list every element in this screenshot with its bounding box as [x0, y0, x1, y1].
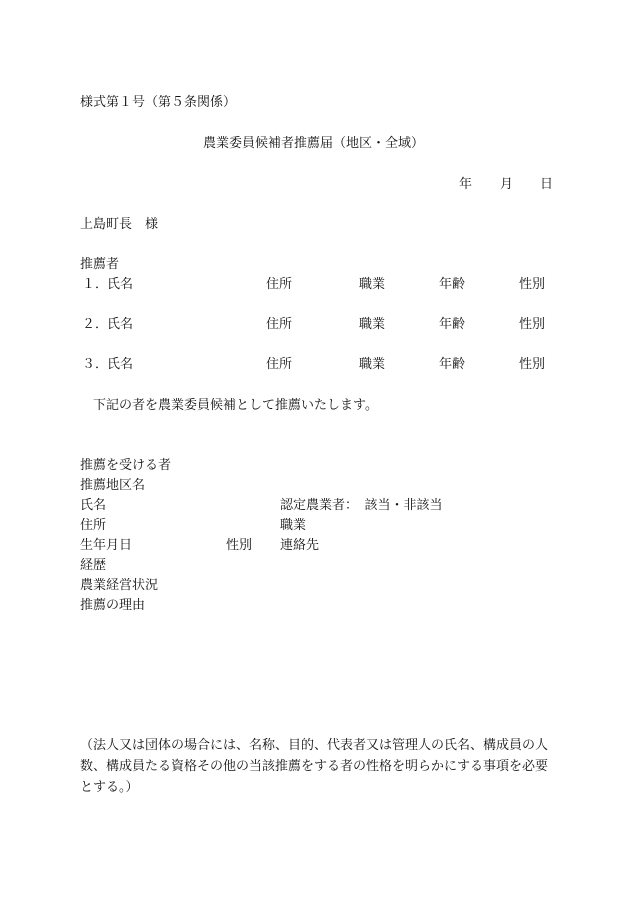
age-label: 年齢 [439, 357, 466, 372]
candidate-sex-label: 性別 [226, 538, 253, 553]
candidate-job-label: 職業 [280, 518, 307, 533]
district-label: 推薦地区名 [80, 478, 146, 493]
date-day: 日 [540, 177, 554, 192]
name-label: 氏名 [107, 357, 134, 372]
candidate-name-label: 氏名 [80, 498, 107, 513]
candidate-address-label: 住所 [80, 518, 107, 533]
career-label: 経歴 [80, 558, 107, 573]
address-label: 住所 [266, 357, 293, 372]
dob-label: 生年月日 [80, 538, 133, 553]
document-title: 農業委員候補者推薦届（地区・全域） [203, 136, 425, 151]
sex-label: 性別 [519, 277, 546, 292]
farm-status-label: 農業経営状況 [80, 578, 159, 593]
form-label: 様式第１号（第５条関係） [80, 95, 237, 110]
recommenders-heading: 推薦者 [80, 257, 120, 272]
age-label: 年齢 [439, 317, 466, 332]
row-number: ３． [82, 357, 109, 372]
name-label: 氏名 [107, 277, 134, 292]
sex-label: 性別 [519, 357, 546, 372]
certified-farmer-label: 認定農業者： 該当・非該当 [280, 498, 443, 513]
candidate-heading: 推薦を受ける者 [80, 458, 172, 473]
recommendation-statement: 下記の者を農業委員候補として推薦いたします。 [93, 398, 378, 413]
address-label: 住所 [266, 317, 293, 332]
row-number: １． [82, 277, 109, 292]
reason-label: 推薦の理由 [80, 598, 146, 613]
job-label: 職業 [359, 357, 386, 372]
addressee: 上島町長 様 [80, 217, 159, 232]
sex-label: 性別 [519, 317, 546, 332]
address-label: 住所 [266, 277, 293, 292]
contact-label: 連絡先 [280, 538, 320, 553]
job-label: 職業 [359, 277, 386, 292]
date-year: 年 [459, 177, 473, 192]
date-month: 月 [500, 177, 514, 192]
row-number: ２． [82, 317, 109, 332]
job-label: 職業 [359, 317, 386, 332]
age-label: 年齢 [439, 277, 466, 292]
name-label: 氏名 [107, 317, 134, 332]
corporate-note: （法人又は団体の場合には、名称、目的、代表者又は管理人の氏名、構成員の人数、構成員たる資格その他の当該推薦をする者の性格を明らかにする事項を必要とする。） [80, 738, 549, 795]
